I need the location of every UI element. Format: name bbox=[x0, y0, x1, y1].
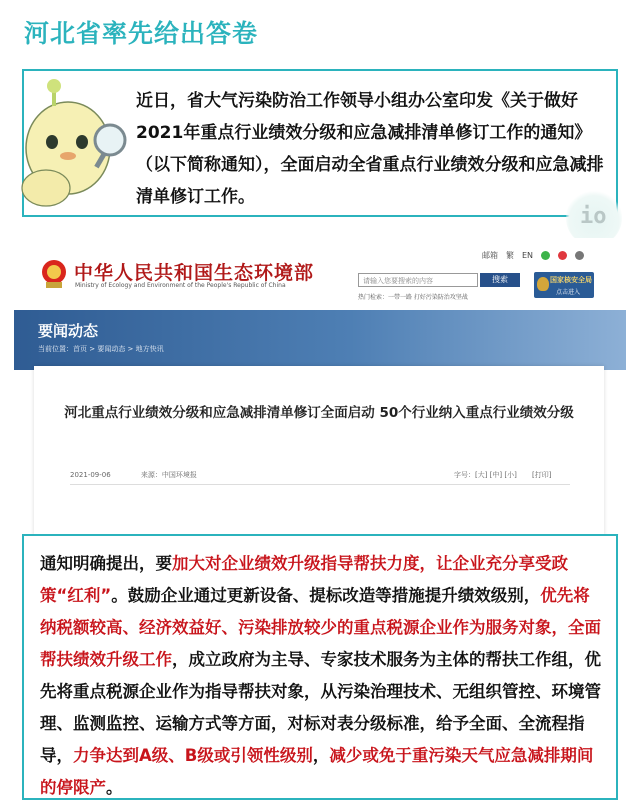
body-text bbox=[40, 548, 604, 804]
search-input[interactable]: 请输入您要搜索的内容 bbox=[358, 273, 478, 287]
article-source: 来源：中国环境报 bbox=[140, 471, 197, 479]
body-highlight: 减少或免于重污染天气应急减排期间的停限产 bbox=[40, 746, 594, 797]
body-highlight: 优先将纳税额较高、经济效益好、污染排放较少的重点税源企业作为服务对象，全面帮扶绩效升级工作 bbox=[40, 586, 601, 669]
wechat-icon[interactable] bbox=[541, 251, 550, 260]
badge-subtitle: 点击进入 bbox=[556, 289, 581, 296]
body-highlight: 力争达到A级、B级或引领性级别 bbox=[73, 746, 313, 765]
site-english-name: Ministry of Ecology and Environment of the People's Republic of China bbox=[75, 282, 286, 289]
breadcrumb[interactable]: 当前位置：首页 > 要闻动态 > 地方快讯 bbox=[38, 345, 164, 353]
body-segment: ， bbox=[312, 746, 330, 765]
print-link[interactable]: [打印] bbox=[532, 471, 552, 479]
body-segment: 。 bbox=[106, 778, 123, 797]
section-banner bbox=[14, 310, 626, 370]
mail-link[interactable]: 邮箱 bbox=[482, 251, 498, 260]
traditional-chinese-link[interactable]: 繁 bbox=[506, 251, 514, 260]
article-title: 河北重点行业绩效分级和应急减排清单修订全面启动 50个行业纳入重点行业绩效分级 bbox=[64, 405, 574, 421]
embedded-webpage-screenshot bbox=[14, 238, 626, 534]
top-links bbox=[482, 250, 584, 261]
intro-text: 近日，省大气污染防治工作领导小组办公室印发《关于做好2021年重点行业绩效分级和应急减排清单修订工作的通知》（以下简称通知），全面启动全省重点行业绩效分级和应急减排清单修订工作。 bbox=[136, 91, 604, 207]
article-card bbox=[34, 366, 604, 534]
body-segment: ，成立政府为主导、专家技术服务为主体的帮扶工作组，优先将重点税源企业作为指导帮扶对象，从污染治理技术、无组织管控、环境管理、监测监控、运输方式等方面，对标对表分级标准，给予全面、全流程指导， bbox=[40, 650, 601, 765]
weibo-icon[interactable] bbox=[558, 251, 567, 260]
divider bbox=[70, 484, 570, 485]
hot-search-words: 热门检索：一带一路 打好污染防治攻坚战 bbox=[358, 294, 468, 301]
banner-title: 要闻动态 bbox=[38, 322, 99, 340]
article-meta bbox=[70, 470, 225, 480]
site-name: 中华人民共和国生态环境部 bbox=[74, 262, 315, 284]
body-highlight: 加大对企业绩效升级指导帮扶力度，让企业充分享受政策“红利” bbox=[40, 554, 568, 605]
body-box bbox=[22, 534, 618, 800]
page-title: 河北省率先给出答卷 bbox=[24, 19, 259, 48]
body-segment: 。鼓励企业通过更新设备、提标改造等措施提升绩效级别， bbox=[111, 586, 541, 605]
app-icon[interactable] bbox=[575, 251, 584, 260]
body-segment: 通知明确提出，要 bbox=[40, 554, 172, 573]
article-date: 2021-09-06 bbox=[70, 471, 111, 479]
national-emblem-icon bbox=[40, 258, 68, 290]
watermark-logo: io bbox=[566, 190, 622, 246]
english-link[interactable]: EN bbox=[522, 251, 534, 260]
badge-title: 国家核安全局 bbox=[550, 276, 592, 284]
font-size-control[interactable]: 字号：[大] [中] [小] bbox=[454, 471, 517, 479]
seal-icon bbox=[537, 277, 549, 291]
mascot-illustration bbox=[6, 60, 136, 230]
search-button[interactable]: 搜索 bbox=[480, 273, 520, 287]
site-header bbox=[14, 238, 626, 310]
nuclear-safety-badge[interactable] bbox=[534, 272, 594, 298]
